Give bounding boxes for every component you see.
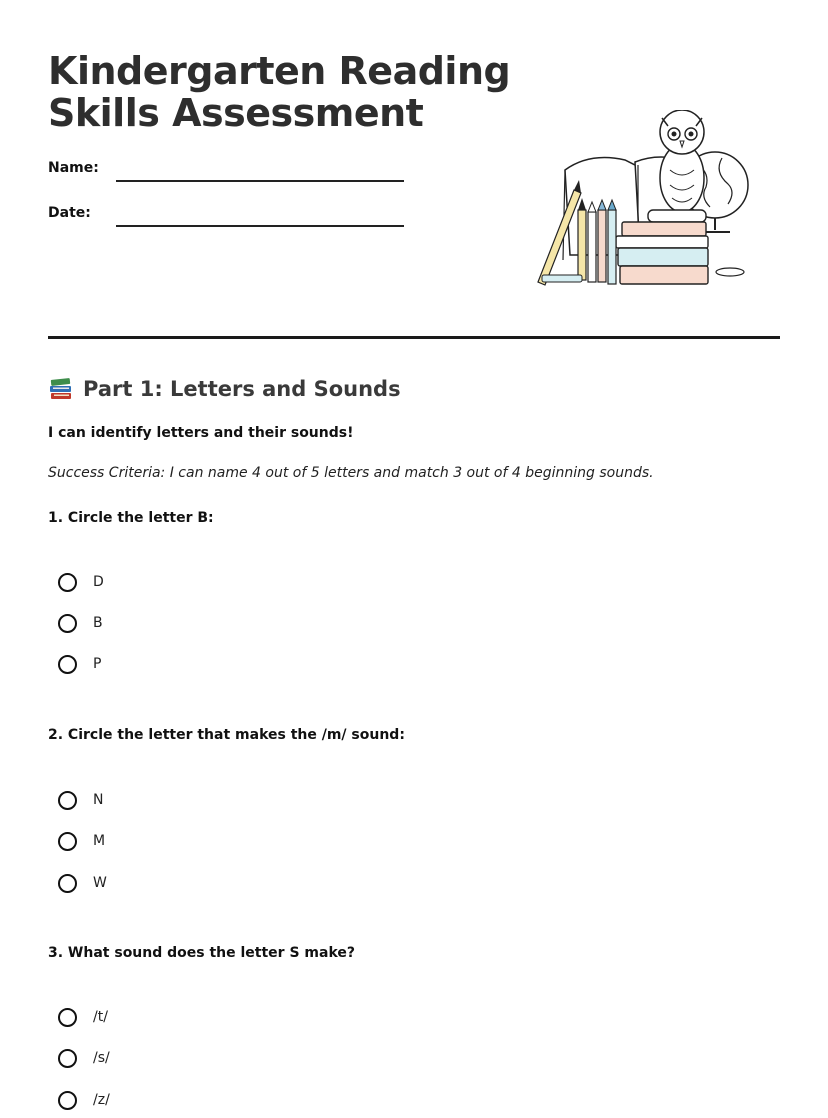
option-q3-z[interactable] bbox=[58, 1088, 110, 1112]
option-label: D bbox=[93, 574, 104, 590]
name-label: Name: bbox=[48, 160, 99, 176]
books-icon bbox=[48, 376, 74, 402]
owl-books-illustration bbox=[530, 110, 750, 295]
date-field[interactable] bbox=[116, 225, 404, 227]
section-subhead: I can identify letters and their sounds! bbox=[48, 425, 354, 441]
success-criteria: Success Criteria: I can name 4 out of 5 letters and match 3 out of 4 beginning sounds. bbox=[48, 465, 654, 481]
option-label: B bbox=[93, 615, 103, 631]
section-heading bbox=[48, 374, 401, 404]
radio-circle[interactable] bbox=[58, 1091, 77, 1110]
option-label: N bbox=[93, 792, 104, 808]
option-q1-d[interactable] bbox=[58, 570, 104, 594]
radio-circle[interactable] bbox=[58, 874, 77, 893]
option-q1-b[interactable] bbox=[58, 611, 103, 635]
name-field[interactable] bbox=[116, 180, 404, 182]
question-1: 1. Circle the letter B: bbox=[48, 510, 214, 526]
radio-circle[interactable] bbox=[58, 791, 77, 810]
option-q3-t[interactable] bbox=[58, 1005, 108, 1029]
option-q1-p[interactable] bbox=[58, 652, 101, 676]
option-label: /t/ bbox=[93, 1009, 108, 1025]
radio-circle[interactable] bbox=[58, 655, 77, 674]
title-line-1: Kindergarten Reading bbox=[48, 49, 511, 93]
option-label: /s/ bbox=[93, 1050, 110, 1066]
option-label: /z/ bbox=[93, 1092, 110, 1108]
option-q2-m[interactable] bbox=[58, 829, 105, 853]
section-title: Part 1: Letters and Sounds bbox=[83, 377, 401, 401]
option-q2-w[interactable] bbox=[58, 871, 107, 895]
radio-circle[interactable] bbox=[58, 1008, 77, 1027]
page-title bbox=[48, 50, 510, 134]
title-line-2: Skills Assessment bbox=[48, 91, 424, 135]
radio-circle[interactable] bbox=[58, 573, 77, 592]
option-label: P bbox=[93, 656, 102, 672]
option-q2-n[interactable] bbox=[58, 788, 103, 812]
section-divider bbox=[48, 336, 780, 339]
radio-circle[interactable] bbox=[58, 1049, 77, 1068]
radio-circle[interactable] bbox=[58, 832, 77, 851]
radio-circle[interactable] bbox=[58, 614, 77, 633]
question-2: 2. Circle the letter that makes the /m/ sound: bbox=[48, 727, 405, 743]
question-3: 3. What sound does the letter S make? bbox=[48, 945, 356, 961]
option-label: M bbox=[93, 833, 106, 849]
date-label: Date: bbox=[48, 205, 91, 221]
option-q3-s[interactable] bbox=[58, 1046, 110, 1070]
option-label: W bbox=[93, 875, 107, 891]
